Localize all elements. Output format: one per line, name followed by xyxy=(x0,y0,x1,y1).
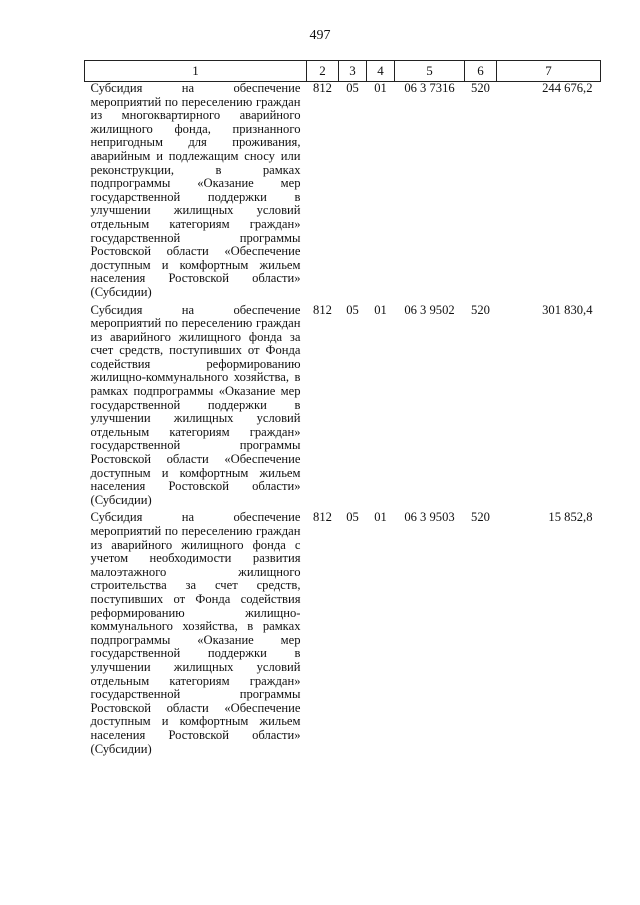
row-ministry-code: 812 xyxy=(313,302,332,317)
row-amount: 15 852,8 xyxy=(548,510,593,525)
header-col-5: 5 xyxy=(395,61,465,82)
row-expense-type-code: 520 xyxy=(471,510,490,525)
header-col-3: 3 xyxy=(339,61,367,82)
row-ministry-code: 812 xyxy=(313,510,332,525)
row-target-code: 06 3 9502 xyxy=(404,302,455,317)
row-target-code: 06 3 7316 xyxy=(404,81,455,95)
table-row xyxy=(85,82,601,304)
row-subsection-code: 01 xyxy=(374,302,387,317)
row-ministry-code: 812 xyxy=(313,81,332,95)
row-section-code: 05 xyxy=(346,81,359,95)
table-body xyxy=(85,82,601,761)
row-expense-type-code: 520 xyxy=(471,302,490,317)
row-section-code: 05 xyxy=(346,302,359,317)
budget-table xyxy=(84,60,601,760)
row-subsection-code: 01 xyxy=(374,510,387,525)
row-description: Субсидия на обеспечение мероприятий по переселению граждан из аварийного жилищного фонда с учетом необходимости развития малоэтажного жилищного строительства за счет средств, поступивших от Фонда содействия реформированию жилищно-коммунального хозяйства, в рамках подпрограммы «Оказание мер государственной поддержки в улучшении жилищных условий отдельным категориям граждан» государственной программы Ростовской области «Обеспечение доступным и комфортным жильем населения Ростовской области» (Субсидии) xyxy=(90,510,301,756)
row-expense-type-code: 520 xyxy=(471,81,490,95)
header-col-1: 1 xyxy=(85,61,307,82)
table-row xyxy=(85,304,601,512)
row-section-code: 05 xyxy=(346,510,359,525)
header-col-6: 6 xyxy=(465,61,497,82)
row-target-code: 06 3 9503 xyxy=(404,510,455,525)
row-description: Субсидия на обеспечение мероприятий по переселению граждан из многоквартирного аварийного жилищного фонда, признанного непригодным для проживания, аварийным и подлежащим сносу или реконструкции, в рамках подпрограммы «Оказание мер государственной поддержки в улучшении жилищных условий отдельным категориям граждан» государственной программы Ростовской области «Обеспечение доступным и комфортным жильем населения Ростовской области» (Субсидии) xyxy=(90,81,301,299)
row-amount: 244 676,2 xyxy=(542,81,593,95)
header-row xyxy=(85,61,601,82)
row-description: Субсидия на обеспечение мероприятий по переселению граждан из аварийного жилищного фонда за счет средств, поступивших от Фонда содействия реформированию жилищно-коммунального хозяйства, в рамках подпрограммы «Оказание мер государственной поддержки в улучшении жилищных условий отдельным категориям граждан» государственной программы Ростовской области «Обеспечение доступным и комфортным жильем населения Ростовской области» (Субсидии) xyxy=(90,302,301,507)
table-header xyxy=(85,61,601,82)
table-row xyxy=(85,511,601,760)
header-col-7: 7 xyxy=(497,61,601,82)
page-number: 497 xyxy=(309,28,331,43)
header-col-2: 2 xyxy=(307,61,339,82)
row-subsection-code: 01 xyxy=(374,81,387,95)
header-col-4: 4 xyxy=(367,61,395,82)
row-amount: 301 830,4 xyxy=(542,302,593,317)
